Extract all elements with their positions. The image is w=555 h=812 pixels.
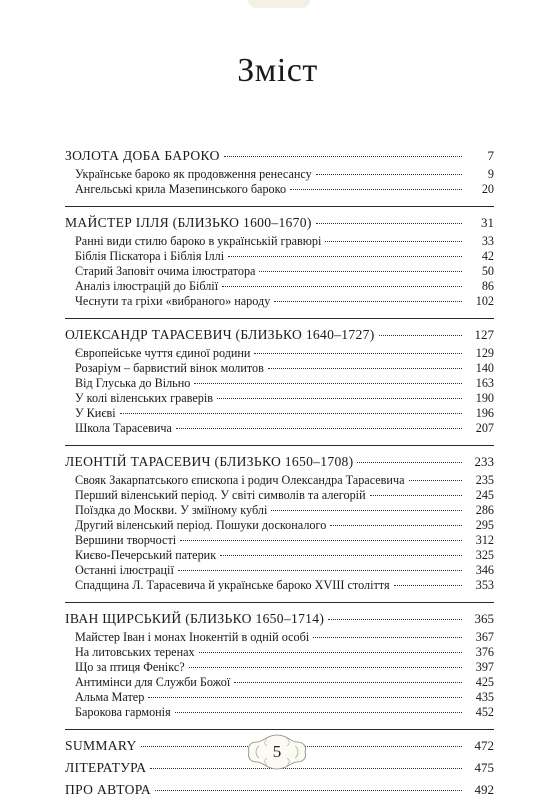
toc-item-label: Розаріум – барвистий вінок молитов (75, 361, 264, 375)
toc-item[interactable] (65, 630, 494, 645)
dot-leader (148, 697, 462, 698)
toc-item[interactable] (65, 234, 494, 249)
toc-item[interactable] (65, 503, 494, 518)
toc-item-page: 129 (475, 346, 494, 360)
top-ornament (248, 0, 310, 8)
toc-item-label: Спадщина Л. Тарасевича й українське бароко XVIII століття (75, 578, 390, 592)
toc-heading[interactable] (65, 781, 494, 799)
toc-heading[interactable] (65, 326, 494, 344)
toc-item-page: 367 (475, 630, 494, 644)
toc-heading-label: ЗОЛОТА ДОБА БАРОКО (65, 148, 220, 163)
toc-item[interactable] (65, 391, 494, 406)
toc-heading-page: 31 (481, 215, 494, 230)
dot-leader (228, 256, 462, 257)
toc-item-page: 435 (475, 690, 494, 704)
toc-section-3 (65, 318, 494, 445)
toc-item-label: Що за птиця Фенікс? (75, 660, 185, 674)
toc-item[interactable] (65, 563, 494, 578)
toc-item-page: 397 (475, 660, 494, 674)
dot-leader (178, 570, 462, 571)
dot-leader (316, 174, 462, 175)
toc-heading-page: 475 (474, 760, 494, 775)
dot-leader (176, 428, 462, 429)
dot-leader (199, 652, 462, 653)
toc-item-page: 452 (475, 705, 494, 719)
toc-item-label: Свояк Закарпатського єпископа і родич Олександра Тарасевича (75, 473, 405, 487)
toc-item-page: 86 (481, 279, 494, 293)
toc-item[interactable] (65, 645, 494, 660)
toc-section-4 (65, 445, 494, 602)
dot-leader (370, 495, 462, 496)
toc-item[interactable] (65, 376, 494, 391)
toc-item[interactable] (65, 361, 494, 376)
toc-item-page: 50 (481, 264, 494, 278)
toc-item-label: Альма Матер (75, 690, 145, 704)
toc-heading-label: ІВАН ЩИРСЬКИЙ (БЛИЗЬКО 1650–1714) (65, 611, 325, 626)
dot-leader (290, 189, 462, 190)
toc-item[interactable] (65, 249, 494, 264)
toc-item[interactable] (65, 578, 494, 593)
dot-leader (234, 682, 462, 683)
toc-heading-label: ПРО АВТОРА (65, 782, 152, 797)
dot-leader (316, 223, 462, 224)
toc-item-page: 190 (475, 391, 494, 405)
dot-leader (394, 585, 462, 586)
toc-heading-page: 472 (474, 738, 494, 753)
toc-item-page: 196 (475, 406, 494, 420)
toc-item[interactable] (65, 518, 494, 533)
dot-leader (379, 335, 462, 336)
toc-item-label: Від Глуська до Вільно (75, 376, 191, 390)
toc-item[interactable] (65, 473, 494, 488)
page-number (237, 732, 317, 772)
dot-leader (120, 413, 462, 414)
toc-heading-label: ЛІТЕРАТУРА (65, 760, 147, 775)
toc-section-1 (65, 147, 494, 206)
toc-item-label: Києво-Печерський патерик (75, 548, 217, 562)
toc-item-label: Ангельські крила Мазепинського бароко (75, 182, 287, 196)
toc-item-page: 20 (481, 182, 494, 196)
toc-item[interactable] (65, 660, 494, 675)
toc-item-label: Барокова гармонія (75, 705, 171, 719)
toc-item-label: Поїздка до Москви. У зміїному кублі (75, 503, 268, 517)
toc-heading-page: 365 (474, 611, 494, 626)
toc-item-page: 140 (475, 361, 494, 375)
table-of-contents (65, 147, 494, 812)
dot-leader (155, 790, 462, 791)
toc-item[interactable] (65, 264, 494, 279)
dot-leader (357, 462, 462, 463)
toc-item[interactable] (65, 346, 494, 361)
toc-item[interactable] (65, 690, 494, 705)
toc-item-page: 33 (481, 234, 494, 248)
dot-leader (254, 353, 462, 354)
toc-item-page: 346 (475, 563, 494, 577)
toc-item-label: Майстер Іван і монах Інокентій в одній особі (75, 630, 310, 644)
toc-item-label: Другий віленський період. Пошуки досконалого (75, 518, 327, 532)
dot-leader (274, 301, 462, 302)
toc-item[interactable] (65, 406, 494, 421)
dot-leader (224, 156, 462, 157)
dot-leader (189, 667, 462, 668)
toc-item[interactable] (65, 705, 494, 720)
dot-leader (259, 271, 462, 272)
toc-item-label: На литовських теренах (75, 645, 195, 659)
toc-item-label: Біблія Піскатора і Біблія Іллі (75, 249, 225, 263)
toc-section-5 (65, 602, 494, 729)
toc-item-label: Європейське чуття єдиної родини (75, 346, 251, 360)
toc-heading[interactable] (65, 147, 494, 165)
dot-leader (220, 555, 462, 556)
dot-leader (328, 619, 462, 620)
toc-item[interactable] (65, 294, 494, 309)
toc-item-label: Перший віленський період. У світі символів та алегорій (75, 488, 366, 502)
toc-item-page: 353 (475, 578, 494, 592)
toc-heading-page: 492 (474, 782, 494, 797)
toc-item-label: Ранні види стилю бароко в українській гравюрі (75, 234, 322, 248)
toc-item[interactable] (65, 548, 494, 563)
toc-heading-label: SUMMARY (65, 738, 137, 753)
dot-leader (180, 540, 462, 541)
toc-item-page: 235 (475, 473, 494, 487)
toc-heading-label: МАЙСТЕР ІЛЛЯ (БЛИЗЬКО 1600–1670) (65, 215, 312, 230)
dot-leader (175, 712, 462, 713)
dot-leader (271, 510, 462, 511)
page-title: Зміст (237, 52, 318, 89)
toc-item-page: 376 (475, 645, 494, 659)
toc-item-page: 295 (475, 518, 494, 532)
toc-item-label: Українське бароко як продовження ренесансу (75, 167, 312, 181)
toc-heading-label: ЛЕОНТІЙ ТАРАСЕВИЧ (БЛИЗЬКО 1650–1708) (65, 454, 354, 469)
dot-leader (217, 398, 462, 399)
toc-item-page: 245 (475, 488, 494, 502)
toc-item-page: 286 (475, 503, 494, 517)
dot-leader (194, 383, 462, 384)
dot-leader (222, 286, 462, 287)
toc-item-page: 102 (475, 294, 494, 308)
toc-item-label: Останні ілюстрації (75, 563, 174, 577)
toc-heading[interactable] (65, 610, 494, 628)
toc-item-page: 42 (481, 249, 494, 263)
toc-item[interactable] (65, 533, 494, 548)
toc-item-label: У Києві (75, 406, 116, 420)
dot-leader (330, 525, 462, 526)
toc-heading[interactable] (65, 453, 494, 471)
page-number-text: 5 (272, 742, 282, 761)
toc-heading-label: ОЛЕКСАНДР ТАРАСЕВИЧ (БЛИЗЬКО 1640–1727) (65, 327, 375, 342)
toc-item-label: Чеснути та гріхи «вибраного» народу (75, 294, 271, 308)
toc-item-page: 163 (475, 376, 494, 390)
toc-section-2 (65, 206, 494, 318)
toc-item-label: Старий Заповіт очима ілюстратора (75, 264, 256, 278)
toc-heading[interactable] (65, 214, 494, 232)
toc-item-page: 207 (475, 421, 494, 435)
toc-heading-page: 127 (474, 327, 494, 342)
toc-item-page: 9 (487, 167, 494, 181)
dot-leader (268, 368, 462, 369)
toc-item[interactable] (65, 421, 494, 436)
toc-item-page: 425 (475, 675, 494, 689)
toc-item[interactable] (65, 488, 494, 503)
toc-heading-page: 233 (474, 454, 494, 469)
dot-leader (325, 241, 462, 242)
toc-item-page: 312 (475, 533, 494, 547)
toc-item-label: Школа Тарасевича (75, 421, 172, 435)
dot-leader (313, 637, 462, 638)
dot-leader (409, 480, 463, 481)
toc-item[interactable] (65, 675, 494, 690)
toc-item-label: Вершини творчості (75, 533, 177, 547)
toc-heading-page: 7 (487, 148, 494, 163)
toc-item[interactable] (65, 279, 494, 294)
toc-item[interactable] (65, 182, 494, 197)
toc-item-page: 325 (475, 548, 494, 562)
toc-item-label: У колі віленських граверів (75, 391, 213, 405)
toc-item-label: Аналіз ілюстрацій до Біблії (75, 279, 219, 293)
toc-item[interactable] (65, 167, 494, 182)
toc-item-label: Антимінси для Служби Божої (75, 675, 231, 689)
